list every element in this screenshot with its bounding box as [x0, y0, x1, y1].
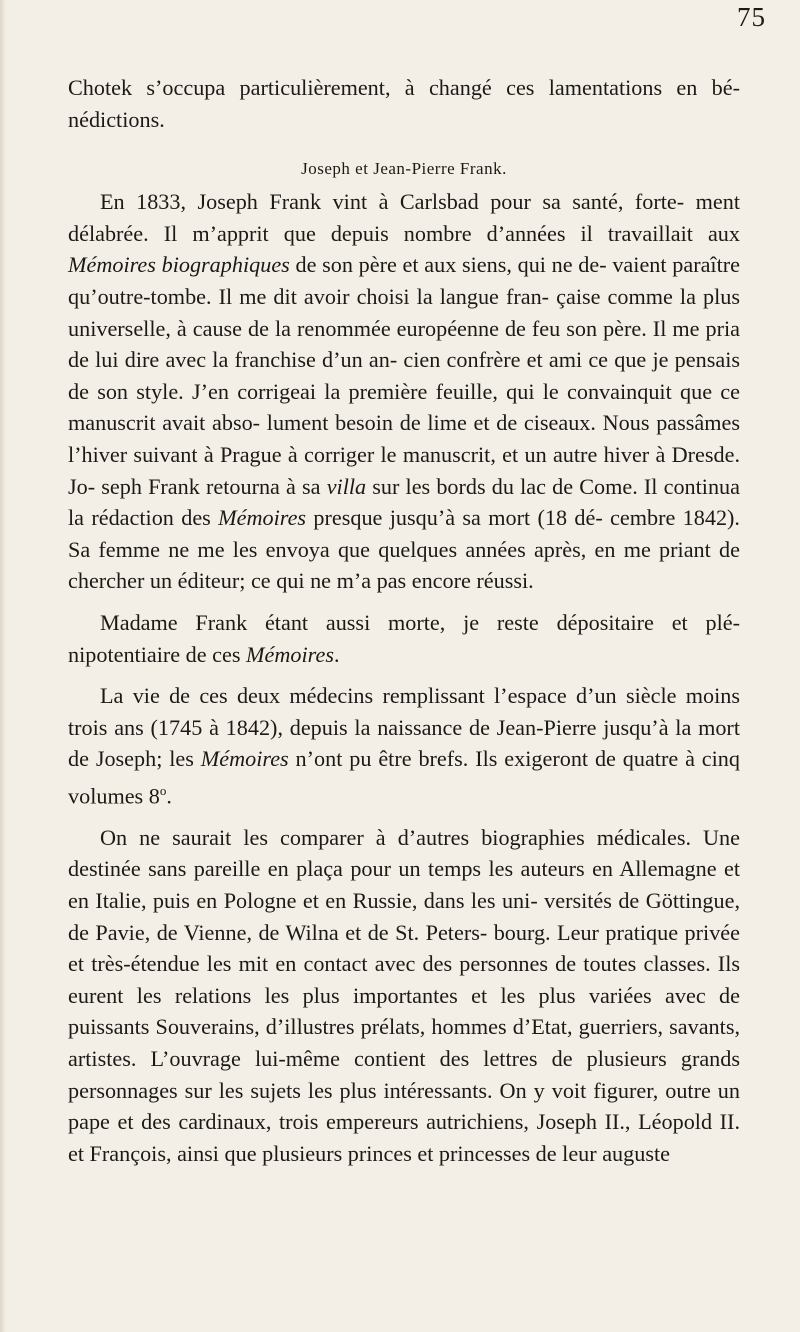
- paragraph-text: de son père et aux siens, qui ne de- vaient paraître qu’outre-tombe. Il me dit avoir choisi la langue fran- çaise comme la plus universelle, à cause de la renommée européenne de feu son père. Il me pria de lui dire avec la franchise d’un an- cien confrère et ami ce que je pensais de son style. J’en corrigeai la première feuille, qui le convainquit que ce manuscrit avait abso- lument besoin de lime et de ciseaux. Nous passâmes l’hiver suivant à Prague à corriger le manuscrit, et un autre hiver à Dresde. Jo- seph Frank retourna à sa: [68, 252, 740, 499]
- paragraph-text: En 1833, Joseph Frank vint à Carlsbad pour sa santé, forte- ment délabrée. Il m’apprit que depuis nombre d’années il travaillait aux: [68, 189, 740, 246]
- paragraph-biographies: On ne saurait les comparer à d’autres biographies médicales. Une destinée sans pareille en plaça pour un temps les auteurs en Allemagne et en Italie, puis en Pologne et en Russie, dans les uni- versités de Göttingue, de Pavie, de Vienne, de Wilna et de St. Peters- bourg. Leur pratique privée et très-étendue les mit en contact avec des personnes de toutes classes. Ils eurent les relations les plus importantes et les plus variées avec de puissants Souverains, d’illustres prélats, hommes d’Etat, guerriers, savants, artistes. L’ouvrage lui-même contient des lettres de plusieurs grands personnages sur les sujets les plus intéressants. On y voit figurer, outre un pape et des cardinaux, trois empereurs autrichiens, Joseph II., Léopold II. et François, ainsi que plusieurs princes et princesses de leur auguste: [68, 824, 740, 1166]
- paragraph-text: n’ont pu être brefs. Ils exigeront de quatre à cinq volumes 8: [68, 746, 740, 809]
- paragraph-text: .: [166, 783, 172, 809]
- paragraph-carlsbad: [68, 186, 740, 597]
- italic-title: Mémoires biographiques: [68, 252, 290, 278]
- superscript-o: o: [159, 782, 167, 798]
- opening-paragraph: Chotek s’occupa particulièrement, à changé ces lamentations en bé- nédictions.: [68, 75, 740, 132]
- paragraph-madame-frank: [68, 607, 740, 670]
- section-heading: Joseph et Jean-Pierre Frank.: [301, 159, 507, 179]
- page-edge-shadow: [0, 0, 6, 1332]
- page-body: [68, 72, 740, 1169]
- paragraph-text: .: [333, 641, 340, 667]
- italic-title: Mémoires: [246, 641, 334, 667]
- italic-word: villa: [326, 473, 367, 499]
- paragraph-text: presque jusqu’à sa mort (18 dé- cembre 1842). Sa femme ne me les envoya que quelques années après, en me priant de chercher un éditeur; ce qui ne m’a pas encore réussi.: [68, 505, 740, 594]
- paragraph-text: sur les bords du lac de Come. Il continua la rédaction des: [68, 473, 740, 531]
- page-number: 75: [737, 2, 766, 32]
- paragraph-text: La vie de ces deux médecins remplissant l’espace d’un siècle moins trois ans (1745 à 1842), depuis la naissance de Jean-Pierre jusqu’à la mort de Joseph; les: [68, 683, 740, 772]
- italic-title: Mémoires: [218, 505, 307, 531]
- italic-title: Mémoires: [200, 746, 289, 772]
- paragraph-text: Madame Frank étant aussi morte, je reste dépositaire et plé- nipotentiaire de ces: [68, 609, 740, 667]
- paragraph-vie-medecins: [68, 680, 740, 812]
